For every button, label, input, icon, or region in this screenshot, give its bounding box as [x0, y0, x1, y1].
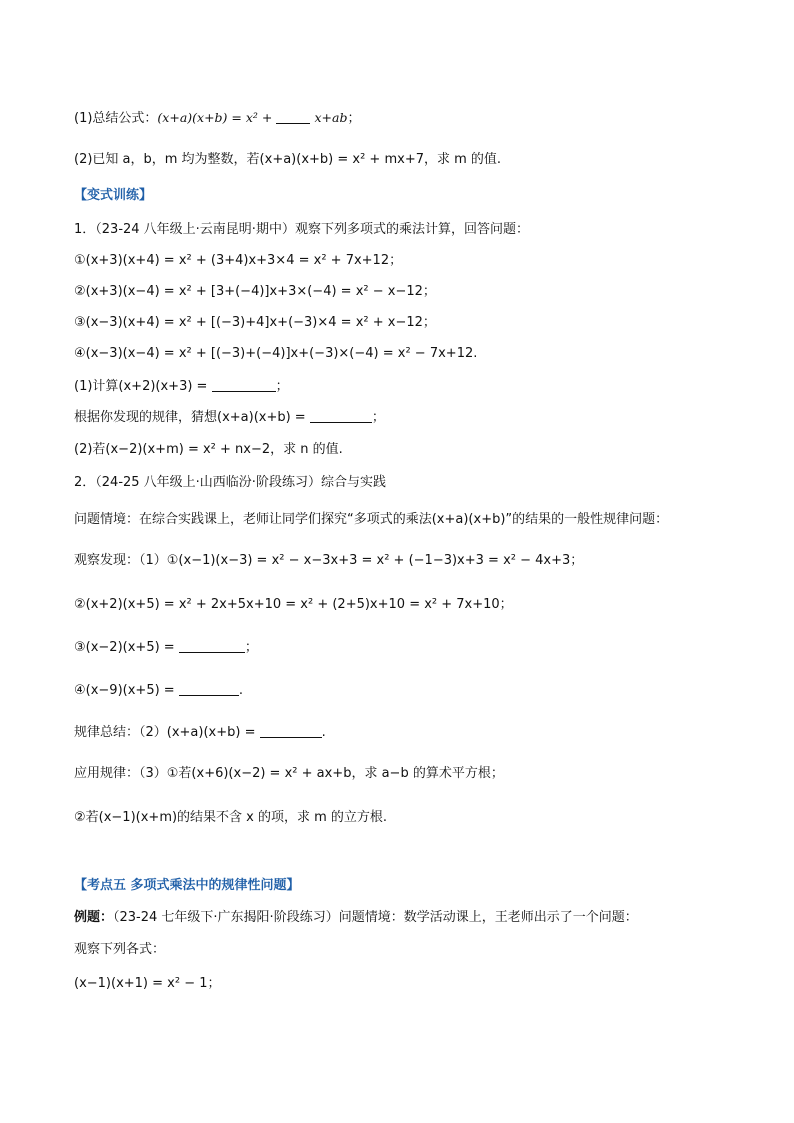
- problem-2-apply: 应用规律：（3）①若(x+6)(x−2) = x² + ax+b，求 a−b 的算术平方根；: [74, 766, 504, 781]
- example-text: （23-24 七年级下·广东揭阳·阶段练习）问题情境：数学活动课上，王老师出示了一个问题：: [113, 910, 638, 925]
- problem-2-situation: 问题情境：在综合实践课上，老师让同学们探究“多项式的乘法(x+a)(x+b)”的结果的一般性规律问题：: [74, 512, 669, 527]
- q1-formula-rhs: x+ab: [314, 110, 348, 125]
- example-observe: 观察下列各式：: [74, 942, 166, 957]
- problem-1-item-2: ②(x+3)(x−4) = x² + [3+(−4)]x+3×(−4) = x² − x−12；: [74, 284, 436, 299]
- problem-2-item-3-end: ；: [244, 640, 258, 655]
- answer-blank[interactable]: [179, 638, 245, 653]
- answer-blank[interactable]: [212, 377, 276, 392]
- problem-1-q1-end: ；: [275, 379, 289, 394]
- problem-2-summary-end: .: [321, 725, 326, 740]
- problem-1-item-4: ④(x−3)(x−4) = x² + [(−3)+(−4)]x+(−3)×(−4) = x² − 7x+12.: [74, 346, 478, 361]
- q2-text: (2)已知 a，b，m 均为整数，若(x+a)(x+b) = x² + mx+7，求 m 的值.: [74, 152, 502, 167]
- problem-1-q2-line: (2)若(x−2)(x+m) = x² + nx−2，求 n 的值.: [74, 442, 343, 457]
- problem-1-guess-line: [74, 408, 385, 428]
- problem-2-summary-line: [74, 723, 326, 743]
- answer-blank[interactable]: [179, 681, 239, 696]
- answer-blank[interactable]: [276, 109, 310, 124]
- problem-2-item-2: ②(x+2)(x+5) = x² + 2x+5x+10 = x² + (2+5)x+10 = x² + 7x+10；: [74, 597, 513, 612]
- problem-1-guess-end: ；: [371, 410, 385, 425]
- example-label: 例题：: [74, 910, 114, 925]
- problem-1-q1-line: [74, 377, 289, 397]
- problem-2-item-4-end: .: [238, 683, 243, 698]
- problem-2-observe: 观察发现：（1）①(x−1)(x−3) = x² − x−3x+3 = x² + (−1−3)x+3 = x² − 4x+3；: [74, 553, 584, 568]
- problem-2-apply-2: ②若(x−1)(x+m)的结果不含 x 的项，求 m 的立方根.: [74, 810, 388, 825]
- problem-2-item-3-line: [74, 638, 258, 658]
- variant-heading: 【变式训练】: [74, 188, 153, 203]
- problem-2-item-4: ④(x−9)(x+5) =: [74, 683, 175, 698]
- question-2-line: [74, 150, 501, 170]
- problem-2-intro: 2．（24-25 八年级上·山西临汾·阶段练习）综合与实践: [74, 475, 386, 490]
- q1-end: ；: [347, 111, 361, 126]
- q1-label: (1)总结公式：: [74, 111, 158, 126]
- example-first: (x−1)(x+1) = x² − 1；: [74, 976, 221, 991]
- problem-1-guess-text: 根据你发现的规律，猜想(x+a)(x+b) =: [74, 410, 306, 425]
- answer-blank[interactable]: [260, 723, 322, 738]
- answer-blank[interactable]: [310, 408, 372, 423]
- problem-1-item-1: ①(x+3)(x+4) = x² + (3+4)x+3×4 = x² + 7x+12；: [74, 253, 403, 268]
- problem-1-q1-text: (1)计算(x+2)(x+3) =: [74, 379, 208, 394]
- q1-formula-lhs: (x+a)(x+b) = x² +: [157, 110, 277, 125]
- problem-1-item-3: ③(x−3)(x+4) = x² + [(−3)+4]x+(−3)×4 = x² + x−12；: [74, 315, 436, 330]
- problem-1-intro: 1．（23-24 八年级上·云南昆明·期中）观察下列多项式的乘法计算，回答问题：: [74, 222, 529, 237]
- problem-2-item-4-line: [74, 681, 243, 701]
- example-line: [74, 908, 638, 928]
- summary-formula-line: [74, 108, 360, 129]
- section-5-heading: 【考点五 多项式乘法中的规律性问题】: [74, 878, 300, 893]
- problem-2-item-3: ③(x−2)(x+5) =: [74, 640, 175, 655]
- problem-2-summary: 规律总结：（2）(x+a)(x+b) =: [74, 725, 256, 740]
